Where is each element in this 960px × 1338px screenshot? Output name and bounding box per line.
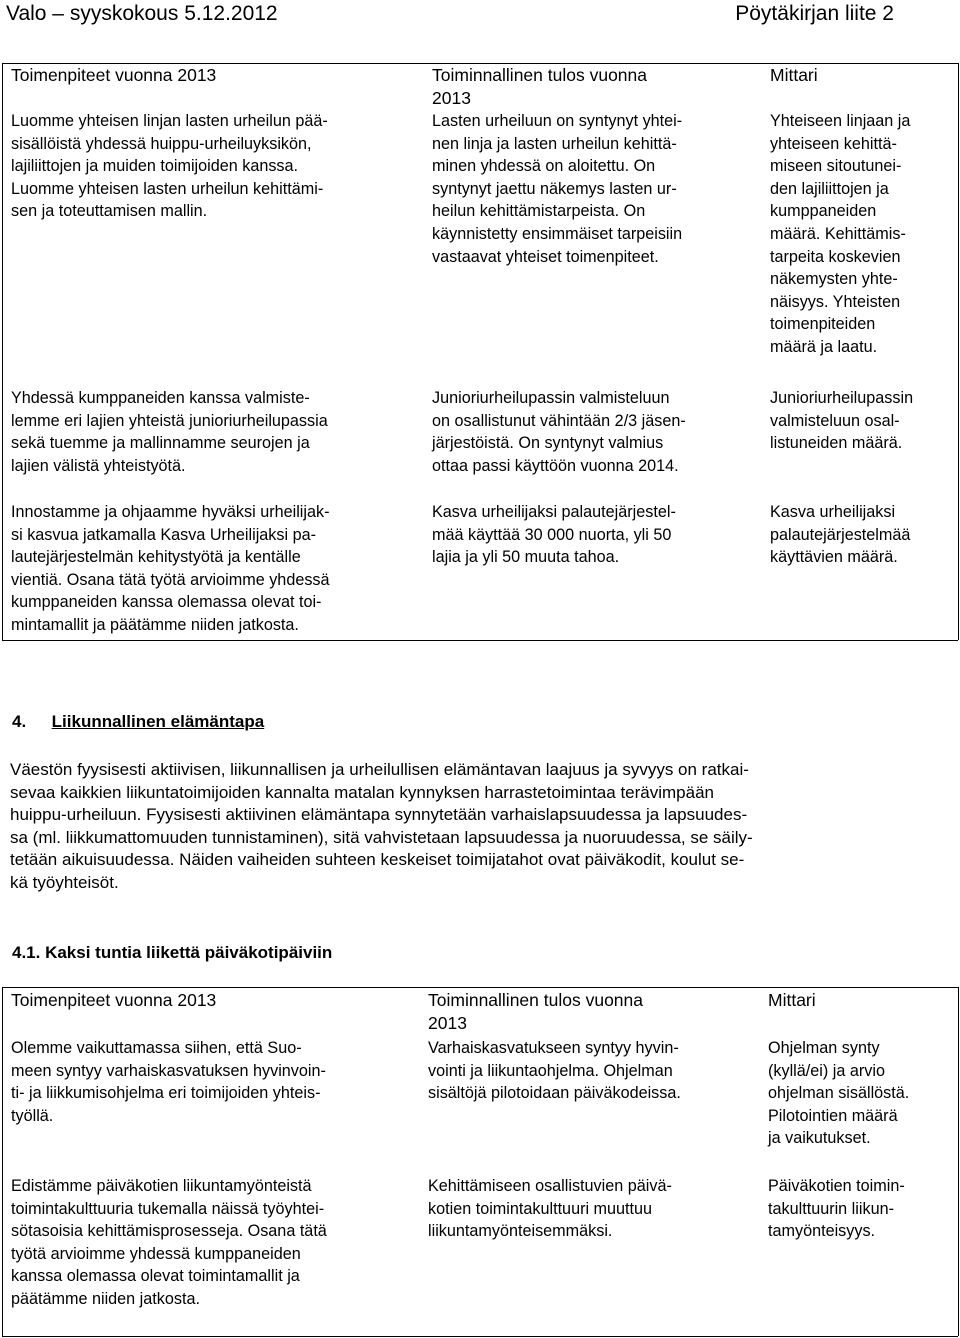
table-2-header-result: Toiminnallinen tulos vuonna 2013	[428, 990, 643, 1033]
table-2-top-border	[2, 987, 958, 988]
section-4-1-heading: 4.1. Kaksi tuntia liikettä päiväkotipäiviin	[12, 943, 333, 962]
table-1-right-border	[958, 63, 959, 640]
table-2-row-1-metric: Ohjelman synty (kyllä/ei) ja arvio ohjelman sisällöstä. Pilotointien määrä ja vaikutukset.	[768, 1039, 910, 1148]
table-1-row-3-metric: Kasva urheilijaksi palautejärjestelmää käyttävien määrä.	[770, 503, 911, 567]
table-2-bottom-border	[2, 1336, 958, 1337]
section-4-number: 4.	[12, 712, 27, 731]
section-4-title: Liikunnallinen elämäntapa	[51, 712, 265, 731]
table-2-header-actions: Toimenpiteet vuonna 2013	[11, 990, 217, 1010]
table-2-row-2-metric: Päiväkotien toimin- takulttuurin liikun- tamyönteisyys.	[768, 1177, 905, 1241]
table-1-bottom-border	[2, 640, 958, 641]
table-1-header-actions: Toimenpiteet vuonna 2013	[11, 65, 217, 85]
table-2-row-2-actions: Edistämme päiväkotien liikuntamyönteistä toimintakulttuuria tukemalla näissä työyhtei- sötasoisia kehittämisprosesseja. Osana tätä työtä arvioimme yhdessä kumppaneiden kanssa olemassa olevat toimintamallit ja päätämme niiden jatkosta.	[11, 1177, 327, 1308]
table-1-row-3-actions: Innostamme ja ohjaamme hyväksi urheilijak- si kasvua jatkamalla Kasva Urheilijaksi pa- lautejärjestelmän kehitystyötä ja kentälle vientiä. Osana tätä työtä arvioimme yhdessä kumppaneiden kanssa olemassa olevat toi- mintamallit ja päätämme niiden jatkosta.	[11, 503, 330, 634]
table-1-row-1-actions: Luomme yhteisen linjan lasten urheilun pää- sisällöistä yhdessä huippu-urheiluyksikön, lajiliittojen ja muiden toimijoiden kanssa. Luomme yhteisen lasten urheilun kehittämi- sen ja toteuttamisen mallin.	[11, 112, 328, 221]
table-1-header-result: Toiminnallinen tulos vuonna 2013	[432, 65, 647, 108]
table-1-row-2-actions: Yhdessä kumppaneiden kanssa valmiste- lemme eri lajien yhteistä junioriurheilupassia sekä tuemme ja mallinnamme seurojen ja lajien välistä yhteistyötä.	[11, 389, 328, 475]
table-1-row-3-result: Kasva urheilijaksi palautejärjestel- mää käyttää 30 000 nuorta, yli 50 lajia ja yli 50 muuta tahoa.	[432, 503, 676, 567]
table-1-row-1-result: Lasten urheiluun on syntynyt yhtei- nen linja ja lasten urheilun kehittä- minen yhdessä on aloitettu. On syntynyt jaettu näkemys lasten ur- heilun kehittämistarpeista. On käynnistetty ensimmäiset tarpeisiin vastaavat yhteiset toimenpiteet.	[432, 112, 683, 266]
table-1-row-1-metric: Yhteiseen linjaan ja yhteiseen kehittä- miseen sitoutunei- den lajiliittojen ja kumppaneiden määrä. Kehittämis- tarpeita koskevien näkemysten yhte- näisyys. Yhteisten toimenpiteiden määrä ja laatu.	[770, 112, 911, 356]
section-4-paragraph: Väestön fyysisesti aktiivisen, liikunnallisen ja urheilullisen elämäntavan laajuus ja syvyys on ratkai- sevaa kaikkien liikuntatoimijoiden kannalta matalan kynnyksen harrastetoimintaa terävimpään huippu-urheiluun. Fyysisesti aktiivinen elämäntapa synnytetään varhaislapsuudessa ja lapsuudes- sa (ml. liikkumattomuuden tunnistaminen), sitä vahvistetaan lapsuudessa ja nuoruudessa, se säily- tetään aikuisuudessa. Näiden vaiheiden suhteen keskeiset toimijatahot ovat päiväkodit, koulut se- kä työyhteisöt.	[10, 760, 753, 892]
page-header	[0, 0, 960, 40]
table-1-row-2-metric: Junioriurheilupassin valmisteluun osal- listuneiden määrä.	[770, 389, 914, 453]
table-1-row-2-result: Junioriurheilupassin valmisteluun on osallistunut vähintään 2/3 jäsen- järjestöistä. On syntynyt valmius ottaa passi käyttöön vuonna 2014.	[432, 389, 686, 475]
table-2-row-1-result: Varhaiskasvatukseen syntyy hyvin- vointi ja liikuntaohjelma. Ohjelman sisältöjä pilotoidaan päiväkodeissa.	[428, 1039, 681, 1103]
table-2-right-border	[958, 987, 959, 1336]
appendix-label: Pöytäkirjan liite 2	[735, 2, 894, 25]
document-title: Valo – syyskokous 5.12.2012	[6, 2, 278, 25]
table-2-header-metric: Mittari	[768, 990, 816, 1010]
section-4-heading	[12, 712, 264, 732]
table-2-left-border	[2, 987, 3, 1336]
table-2-row-1-actions: Olemme vaikuttamassa siihen, että Suo- meen syntyy varhaiskasvatuksen hyvinvoin- ti- ja liikkumisohjelma eri toimijoiden yhteis- työllä.	[11, 1039, 326, 1125]
table-1-header-metric: Mittari	[770, 65, 818, 85]
table-2-row-2-result: Kehittämiseen osallistuvien päivä- kotien toimintakulttuuri muuttuu liikuntamyönteisemmäksi.	[428, 1177, 672, 1241]
table-1-left-border	[2, 63, 3, 640]
